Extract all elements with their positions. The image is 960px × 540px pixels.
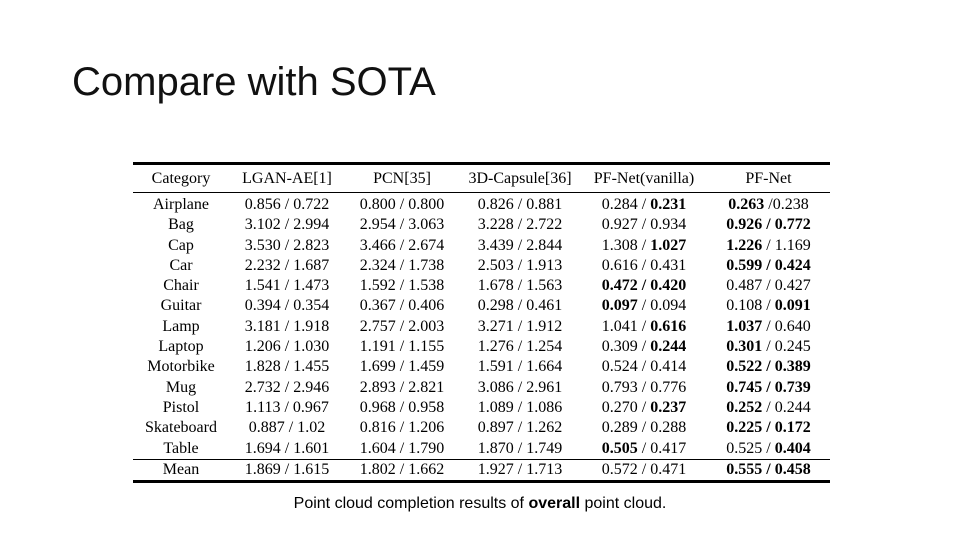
value-text: / 0.417 — [637, 439, 687, 457]
best-value: 0.555 / 0.458 — [726, 460, 811, 478]
table-row — [133, 418, 830, 438]
value-cell — [581, 276, 707, 296]
value-cell — [229, 215, 345, 235]
table-row — [133, 378, 830, 398]
best-value: 1.037 — [726, 317, 763, 335]
value-text: 0.927 / 0.934 — [601, 216, 687, 234]
value-cell — [707, 357, 830, 377]
value-cell — [581, 296, 707, 316]
value-text: 0.487 / 0.427 — [726, 277, 811, 295]
value-text: 1.113 / 0.967 — [245, 398, 329, 416]
value-cell — [345, 296, 459, 316]
value-cell — [229, 256, 345, 276]
value-text: 3.466 / 2.674 — [359, 236, 445, 254]
table-row — [133, 193, 830, 216]
figure-caption — [0, 494, 960, 514]
category-cell: Laptop — [158, 338, 204, 356]
best-value: 0.244 — [650, 338, 687, 356]
value-cell — [345, 418, 459, 438]
value-text: 1.206 / 1.030 — [244, 338, 330, 356]
value-cell — [581, 215, 707, 235]
value-text: / 0.245 — [762, 338, 811, 356]
value-cell — [707, 296, 830, 316]
value-cell — [459, 193, 581, 216]
value-cell — [345, 459, 459, 480]
value-text: 3.086 / 2.961 — [477, 378, 563, 396]
table-body — [133, 193, 830, 481]
best-value: 0.616 — [650, 317, 687, 335]
value-cell — [229, 296, 345, 316]
value-text: 1.191 / 1.155 — [359, 338, 445, 356]
value-cell — [707, 398, 830, 418]
value-text: 0.816 / 1.206 — [359, 419, 445, 437]
value-text: 1.699 / 1.459 — [359, 358, 445, 376]
value-text: / 0.640 — [762, 317, 811, 335]
value-cell — [459, 215, 581, 235]
value-text: 0.897 / 1.262 — [477, 419, 563, 437]
best-value: 0.522 / 0.389 — [726, 358, 811, 376]
value-text: 0.616 / 0.431 — [601, 256, 687, 274]
value-text: 1.041 / — [601, 317, 651, 335]
value-cell — [229, 276, 345, 296]
value-cell — [229, 378, 345, 398]
value-text: 3.439 / 2.844 — [477, 236, 563, 254]
best-value: 0.097 — [601, 297, 638, 315]
results-table-container — [133, 162, 830, 483]
category-cell: Pistol — [162, 398, 200, 416]
table-row — [133, 296, 830, 316]
value-cell — [581, 459, 707, 480]
value-cell — [581, 337, 707, 357]
caption-emphasis: overall — [528, 495, 581, 512]
column-header: PCN[35] — [345, 165, 459, 193]
value-cell — [581, 317, 707, 337]
value-text: 0.284 / — [601, 196, 651, 213]
value-cell — [459, 439, 581, 460]
value-cell — [707, 236, 830, 256]
table-row — [133, 236, 830, 256]
best-value: 0.225 / 0.172 — [726, 419, 811, 437]
category-cell: Bag — [168, 216, 194, 234]
value-text: 1.678 / 1.563 — [477, 277, 563, 295]
category-cell: Mean — [133, 459, 229, 480]
value-cell — [345, 256, 459, 276]
value-cell — [707, 215, 830, 235]
best-value: 0.091 — [774, 297, 811, 315]
value-cell — [707, 193, 830, 216]
best-value: 0.301 — [726, 338, 763, 356]
value-cell — [707, 418, 830, 438]
category-cell: Airplane — [153, 196, 209, 213]
value-text: / 0.244 — [762, 398, 811, 416]
value-cell — [345, 378, 459, 398]
column-header: PF-Net(vanilla) — [581, 165, 707, 193]
table-row — [133, 337, 830, 357]
category-cell: Cap — [168, 236, 194, 254]
best-value: 0.472 / 0.420 — [601, 277, 687, 295]
value-cell — [581, 398, 707, 418]
value-cell — [459, 296, 581, 316]
value-text: 0.367 / 0.406 — [359, 297, 445, 315]
value-text: 1.089 / 1.086 — [477, 398, 563, 416]
value-cell — [345, 236, 459, 256]
column-header: LGAN-AE[1] — [229, 165, 345, 193]
caption-text-after: point cloud. — [580, 495, 667, 512]
value-cell — [345, 357, 459, 377]
value-text: 0.108 / — [726, 297, 775, 315]
value-cell — [229, 236, 345, 256]
value-cell — [345, 215, 459, 235]
value-cell — [459, 357, 581, 377]
value-cell — [229, 398, 345, 418]
value-text: 0.525 / — [726, 439, 775, 457]
value-text: 3.102 / 2.994 — [244, 216, 330, 234]
value-cell — [707, 337, 830, 357]
best-value: 1.226 — [726, 236, 763, 254]
value-cell — [229, 418, 345, 438]
value-cell — [707, 317, 830, 337]
value-cell — [707, 378, 830, 398]
slide-title: Compare with SOTA — [72, 60, 436, 104]
value-text: 0.270 / — [601, 398, 651, 416]
value-text: 0.887 / 1.02 — [248, 419, 326, 437]
best-value: 0.404 — [774, 439, 811, 457]
value-text: / 1.169 — [762, 236, 811, 254]
column-header: PF-Net — [707, 165, 830, 193]
value-cell — [229, 357, 345, 377]
value-text: / 0.094 — [637, 297, 687, 315]
value-text: 2.503 / 1.913 — [477, 256, 563, 274]
value-cell — [459, 236, 581, 256]
category-cell: Motorbike — [147, 358, 215, 376]
caption-text-before: Point cloud completion results of — [293, 495, 529, 512]
best-value: 0.599 / 0.424 — [726, 256, 811, 274]
value-text: 0.298 / 0.461 — [477, 297, 563, 315]
column-header: 3D-Capsule[36] — [459, 165, 581, 193]
value-cell — [581, 418, 707, 438]
value-cell — [229, 459, 345, 480]
value-text: 2.757 / 2.003 — [359, 317, 445, 335]
value-text: 1.802 / 1.662 — [359, 460, 445, 478]
value-cell — [459, 398, 581, 418]
value-cell — [707, 459, 830, 480]
value-cell — [229, 193, 345, 216]
value-text: 1.870 / 1.749 — [477, 439, 563, 457]
value-text: 0.826 / 0.881 — [477, 196, 563, 213]
best-value: 1.027 — [650, 236, 687, 254]
value-cell — [345, 317, 459, 337]
value-text: 3.271 / 1.912 — [477, 317, 563, 335]
best-value: 0.237 — [650, 398, 687, 416]
best-value: 0.505 — [601, 439, 638, 457]
value-text: 2.893 / 2.821 — [359, 378, 445, 396]
value-cell — [459, 317, 581, 337]
value-cell — [459, 276, 581, 296]
value-text: 1.828 / 1.455 — [244, 358, 330, 376]
table-row — [133, 357, 830, 377]
category-cell: Mug — [165, 378, 197, 396]
value-cell — [581, 256, 707, 276]
value-cell — [581, 193, 707, 216]
category-cell: Guitar — [160, 297, 202, 315]
value-text: 1.592 / 1.538 — [359, 277, 445, 295]
value-text: 1.927 / 1.713 — [477, 460, 563, 478]
value-text: 0.524 / 0.414 — [601, 358, 687, 376]
value-text: 0.793 / 0.776 — [601, 378, 687, 396]
value-cell — [459, 378, 581, 398]
value-cell — [707, 276, 830, 296]
value-text: 0.856 / 0.722 — [244, 196, 330, 213]
value-text: 3.228 / 2.722 — [477, 216, 563, 234]
table-row — [133, 398, 830, 418]
value-text: 0.572 / 0.471 — [601, 460, 687, 478]
table-row — [133, 317, 830, 337]
table-row-mean — [133, 459, 830, 480]
value-text: 2.954 / 3.063 — [359, 216, 445, 234]
value-cell — [459, 337, 581, 357]
value-cell — [459, 418, 581, 438]
value-text: 1.604 / 1.790 — [359, 439, 445, 457]
table-row — [133, 439, 830, 460]
value-cell — [581, 378, 707, 398]
category-cell: Skateboard — [145, 419, 217, 437]
value-cell — [345, 337, 459, 357]
value-text: 3.181 / 1.918 — [244, 317, 330, 335]
value-cell — [459, 256, 581, 276]
value-cell — [459, 459, 581, 480]
value-cell — [345, 276, 459, 296]
value-cell — [345, 439, 459, 460]
value-cell — [345, 193, 459, 216]
value-text: 3.530 / 2.823 — [244, 236, 330, 254]
value-text: 0.309 / — [601, 338, 651, 356]
value-cell — [581, 439, 707, 460]
value-text: 1.869 / 1.615 — [244, 460, 330, 478]
best-value: 0.745 / 0.739 — [726, 378, 811, 396]
value-text: 0.289 / 0.288 — [601, 419, 687, 437]
table-row — [133, 276, 830, 296]
results-table — [133, 165, 830, 480]
category-cell: Lamp — [162, 317, 200, 335]
value-text: 1.694 / 1.601 — [244, 439, 330, 457]
value-text: 0.394 / 0.354 — [244, 297, 330, 315]
table-header-row — [133, 165, 830, 193]
best-value: 0.231 — [650, 196, 687, 213]
value-cell — [345, 398, 459, 418]
value-text: 1.276 / 1.254 — [477, 338, 563, 356]
value-text: 0.800 / 0.800 — [359, 196, 445, 213]
table-row — [133, 215, 830, 235]
category-cell: Chair — [163, 277, 199, 295]
value-cell — [229, 317, 345, 337]
value-cell — [229, 439, 345, 460]
value-text: 0.968 / 0.958 — [359, 398, 445, 416]
value-cell — [229, 337, 345, 357]
best-value: 0.263 — [728, 196, 765, 213]
value-cell — [581, 236, 707, 256]
value-text: 2.324 / 1.738 — [359, 256, 445, 274]
value-text: 1.308 / — [601, 236, 651, 254]
value-text: /0.238 — [764, 196, 809, 213]
value-text: 1.591 / 1.664 — [477, 358, 563, 376]
value-text: 1.541 / 1.473 — [244, 277, 330, 295]
best-value: 0.926 / 0.772 — [726, 216, 811, 234]
table-row — [133, 256, 830, 276]
column-header: Category — [133, 165, 229, 193]
value-cell — [707, 439, 830, 460]
best-value: 0.252 — [726, 398, 763, 416]
value-text: 2.232 / 1.687 — [244, 256, 330, 274]
value-text: 2.732 / 2.946 — [244, 378, 330, 396]
category-cell: Table — [163, 439, 199, 457]
category-cell: Car — [169, 256, 193, 274]
value-cell — [581, 357, 707, 377]
value-cell — [707, 256, 830, 276]
